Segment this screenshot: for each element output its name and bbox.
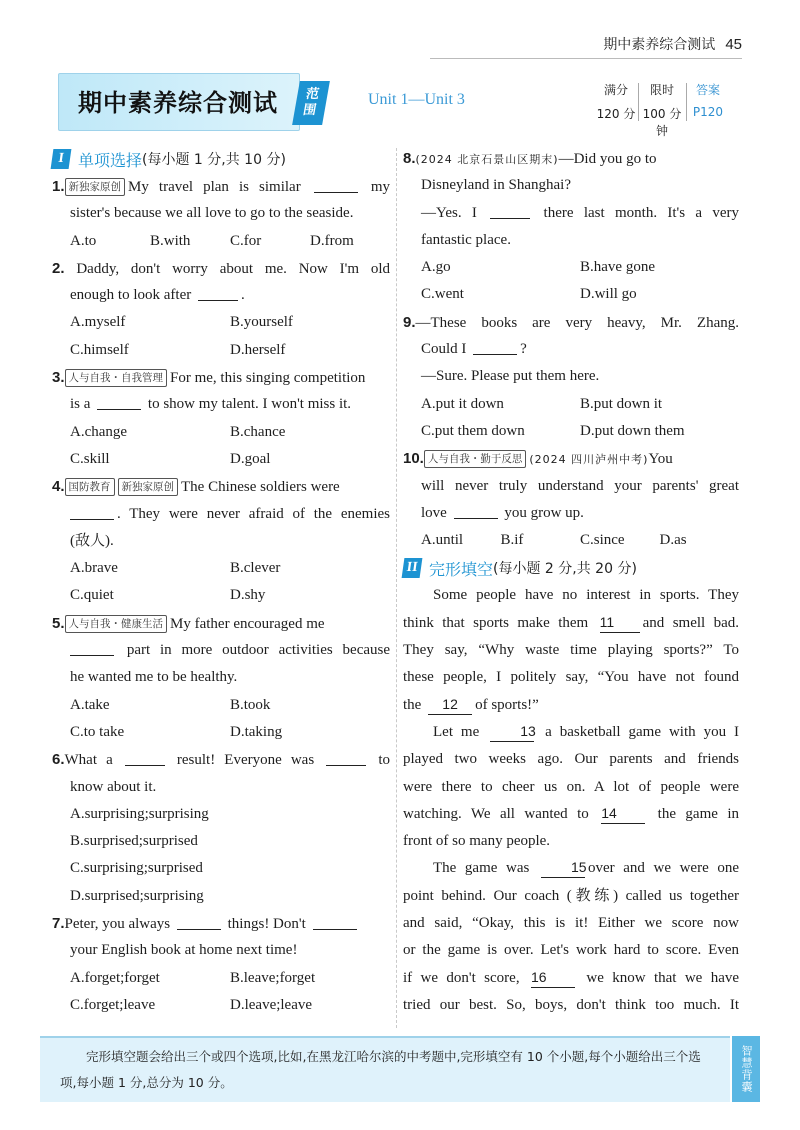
question-number: 8. xyxy=(403,150,416,167)
question-number: 5. xyxy=(52,614,65,632)
option: B.surprised;surprised xyxy=(70,833,198,850)
option: B.clever xyxy=(230,560,281,577)
question-number: 1. xyxy=(52,178,65,195)
question-text: your English book at home next time! xyxy=(70,942,298,959)
section-note: (每小题 1 分,共 10 分) xyxy=(142,152,286,168)
question-text: things! Don't xyxy=(227,916,306,933)
question-text: . xyxy=(240,287,245,304)
running-title: 期中素养综合测试 xyxy=(603,37,716,53)
question-1 xyxy=(52,173,390,255)
question-text: will never truly understand your parents' great xyxy=(421,477,739,494)
answer-blank[interactable] xyxy=(125,750,165,766)
question-10 xyxy=(403,445,739,554)
option: D.as xyxy=(659,532,687,549)
full-marks-value: 120 分 xyxy=(596,107,636,121)
option: A.myself xyxy=(70,314,126,331)
passage-text: The game was xyxy=(433,860,530,877)
option: D.herself xyxy=(230,341,286,358)
header-rule xyxy=(430,58,742,59)
options-row xyxy=(403,254,739,281)
question-9 xyxy=(403,309,739,445)
question-8 xyxy=(403,145,739,309)
option: A.take xyxy=(70,696,110,713)
scope-tag xyxy=(292,81,330,125)
question-text: The Chinese soldiers were xyxy=(181,479,340,496)
option: A.surprising;surprising xyxy=(70,805,209,822)
cloze-blank-12[interactable]: 12 xyxy=(428,695,472,715)
info-separator xyxy=(638,83,639,121)
option: C.quiet xyxy=(70,587,114,604)
section-title: 完形填空 xyxy=(429,559,494,579)
passage-text: watching. We all wanted to xyxy=(403,805,589,822)
question-tag: 人与自我・健康生活 xyxy=(65,615,168,633)
question-text: What a xyxy=(64,752,113,769)
question-number: 3. xyxy=(52,369,65,387)
question-text: ? xyxy=(520,341,527,358)
scope-text: Unit 1—Unit 3 xyxy=(368,91,465,108)
question-number: 10. xyxy=(403,450,424,468)
page-number: 45 xyxy=(725,36,742,53)
option: C.forget;leave xyxy=(70,996,156,1013)
answer-blank[interactable] xyxy=(326,750,366,766)
question-text: Disneyland in Shanghai? xyxy=(421,177,571,194)
option: D.taking xyxy=(230,723,283,740)
question-source: (2024 北京石景山区期末) xyxy=(415,153,559,166)
question-tag: 国防教育 xyxy=(65,478,115,496)
page-title: 期中素养综合测试 xyxy=(78,89,278,117)
question-text: —Yes. I xyxy=(421,204,477,221)
option: D.will go xyxy=(580,286,637,303)
option: A.change xyxy=(70,423,128,440)
passage-text: if we don't score, xyxy=(403,969,520,986)
option: A.until xyxy=(421,532,464,549)
answer-page: P120 xyxy=(692,105,724,119)
right-column xyxy=(403,145,739,1019)
option: D.from xyxy=(310,232,354,249)
cloze-blank-13[interactable]: 13 xyxy=(490,722,534,742)
option: D.surprised;surprising xyxy=(70,887,204,904)
time-value: 100 分钟 xyxy=(642,107,682,138)
option: B.have gone xyxy=(580,259,655,276)
scope-label-2: 围 xyxy=(301,103,318,118)
question-text: you grow up. xyxy=(504,504,584,521)
passage-line: played two weeks ago. Our parents and friends xyxy=(403,751,739,768)
option: A.put it down xyxy=(421,395,504,412)
option: C.skill xyxy=(70,450,110,467)
question-text: —These books are very heavy, Mr. Zhang. xyxy=(415,314,739,331)
question-tag: 新独家原创 xyxy=(118,478,179,496)
passage-text: of sports!” xyxy=(475,696,539,713)
test-info-box xyxy=(594,77,730,138)
question-number: 6. xyxy=(52,751,65,769)
option: B.put down it xyxy=(580,395,663,412)
question-text: sister's because we all love to go to the seaside. xyxy=(70,205,354,222)
question-tag: 新独家原创 xyxy=(65,178,126,196)
options-row xyxy=(52,309,390,336)
title-banner xyxy=(58,73,730,138)
question-4 xyxy=(52,473,390,609)
option: B.leave;forget xyxy=(230,969,316,986)
passage-line: tried our best. So, boys, don't think too much. It xyxy=(403,996,739,1013)
option: C.himself xyxy=(70,341,129,358)
passage-line: and said, “Okay, this is it! Either we score now xyxy=(403,915,739,932)
question-text: enough to look after xyxy=(70,287,192,304)
passage-line: or the game is over. Let's work hard to score. Even xyxy=(403,942,739,959)
option: B.if xyxy=(500,532,524,549)
running-header xyxy=(603,34,742,54)
question-text: You xyxy=(648,451,673,468)
question-text: there last month. It's a very xyxy=(543,204,740,221)
options-row xyxy=(52,228,390,255)
cloze-blank-15[interactable]: 15 xyxy=(541,858,585,878)
question-number: 2. xyxy=(52,259,65,277)
section-number: I xyxy=(51,149,72,169)
options-row xyxy=(52,965,390,992)
answer-blank[interactable] xyxy=(97,394,141,410)
option: A.go xyxy=(421,259,451,276)
option: C.went xyxy=(421,286,464,303)
cloze-blank-11[interactable]: 11 xyxy=(600,613,640,633)
option: C.for xyxy=(230,232,262,249)
answer-blank[interactable] xyxy=(454,503,498,519)
question-text: Could I xyxy=(421,341,467,358)
question-text: fantastic place. xyxy=(421,231,511,248)
question-text: my xyxy=(370,179,391,195)
passage-line: these people, I politely say, “You have not found xyxy=(403,669,739,686)
passage-line: point behind. Our coach (教练) called us together xyxy=(403,887,739,904)
answer-blank[interactable] xyxy=(314,177,358,193)
options-row xyxy=(52,692,390,719)
cloze-passage xyxy=(403,582,739,1019)
passage-text: and smell bad. xyxy=(642,614,739,631)
option: A.to xyxy=(70,232,97,249)
section-note: (每小题 2 分,共 20 分) xyxy=(493,561,637,578)
question-text: know about it. xyxy=(70,778,157,795)
tip-box xyxy=(40,1036,730,1102)
column-divider xyxy=(396,148,397,1028)
question-text: Daddy, don't worry about me. Now I'm old xyxy=(76,260,391,277)
cloze-blank-16[interactable]: 16 xyxy=(531,968,575,988)
option: A.forget;forget xyxy=(70,969,160,986)
passage-line: They say, “Why waste time playing sports?” To xyxy=(403,642,739,659)
question-text: result! Everyone was xyxy=(176,752,315,769)
section-heading-1 xyxy=(52,145,390,173)
question-text: My travel plan is similar xyxy=(128,179,301,195)
option: B.chance xyxy=(230,423,286,440)
options-row xyxy=(52,555,390,582)
passage-text: a basketball game with you I xyxy=(545,723,740,740)
options-row xyxy=(52,419,390,446)
option: C.to take xyxy=(70,723,125,740)
question-number: 7. xyxy=(52,915,65,933)
answer-blank[interactable] xyxy=(177,914,221,930)
options-row xyxy=(403,418,739,445)
passage-text: the xyxy=(403,696,422,713)
passage-text: we know that we have xyxy=(586,969,740,986)
option: C.put them down xyxy=(421,422,525,439)
passage-line: Some people have no interest in sports. They xyxy=(433,587,739,604)
answer-blank[interactable] xyxy=(70,504,114,520)
question-text: to xyxy=(378,752,390,769)
tip-side-label: 智慧背囊 xyxy=(732,1036,760,1102)
tip-text: 完形填空题会给出三个或四个选项,比如,在黑龙江哈尔滨的中考题中,完形填空有 10 个小题,每个小题给出三个选项,每小题 1 分,总分为 10 分。 xyxy=(60,1049,701,1090)
answer-blank[interactable] xyxy=(473,339,517,355)
option: B.yourself xyxy=(230,314,293,331)
question-text: he wanted me to be healthy. xyxy=(70,669,238,686)
options-row xyxy=(52,337,390,364)
cloze-blank-14[interactable]: 14 xyxy=(601,804,645,824)
passage-text: Let me xyxy=(433,723,480,740)
option: D.goal xyxy=(230,450,271,467)
option: B.took xyxy=(230,696,271,713)
scope-label-1: 范 xyxy=(304,87,321,102)
option: D.put down them xyxy=(580,422,685,439)
question-number: 4. xyxy=(52,478,65,496)
options-row xyxy=(52,992,390,1019)
options-row xyxy=(52,446,390,473)
question-text: For me, this singing competition xyxy=(170,370,366,387)
question-text: part in more outdoor activities because xyxy=(126,642,391,659)
passage-line: front of so many people. xyxy=(403,833,551,850)
option: D.shy xyxy=(230,587,266,604)
option: C.since xyxy=(580,532,625,549)
options-row xyxy=(403,281,739,308)
answer-blank[interactable] xyxy=(70,640,114,656)
question-2 xyxy=(52,255,390,364)
answer-label: 答案 xyxy=(695,83,720,97)
question-source: (2024 四川泸州中考) xyxy=(529,453,649,467)
question-6 xyxy=(52,746,390,910)
answer-blank[interactable] xyxy=(490,203,530,219)
question-text: . They were never afraid of the enemies xyxy=(117,505,390,522)
passage-line: were there to cheer us on. A lot of people were xyxy=(403,778,739,795)
passage-text: think that sports make them xyxy=(403,614,589,631)
question-text: —Did you go to xyxy=(558,151,657,167)
question-text: Peter, you always xyxy=(64,916,171,933)
options-row xyxy=(403,527,739,554)
section-title: 单项选择 xyxy=(78,150,143,170)
full-marks-label: 满分 xyxy=(603,83,628,97)
question-3 xyxy=(52,364,390,473)
option: C.surprising;surprised xyxy=(70,860,203,877)
question-tag: 人与自我・勤于反思 xyxy=(424,450,527,468)
question-text: is a xyxy=(70,396,91,413)
question-text: My father encouraged me xyxy=(170,615,325,632)
left-column xyxy=(52,145,390,1019)
section-heading-2 xyxy=(403,554,739,582)
section-number: II xyxy=(402,558,423,578)
options-row xyxy=(52,582,390,609)
option: A.brave xyxy=(70,560,118,577)
question-5 xyxy=(52,610,390,746)
question-7 xyxy=(52,910,390,1019)
question-text: —Sure. Please put them here. xyxy=(421,368,600,385)
question-text: (敌人). xyxy=(70,532,114,549)
passage-text: the game in xyxy=(657,805,739,822)
answer-blank[interactable] xyxy=(198,285,238,301)
passage-text: over and we were one xyxy=(587,860,739,877)
options-row xyxy=(403,391,739,418)
time-label: 限时 xyxy=(649,83,674,97)
question-number: 9. xyxy=(403,313,416,331)
question-text: love xyxy=(421,504,447,521)
answer-blank[interactable] xyxy=(313,914,357,930)
question-text: to show my talent. I won't miss it. xyxy=(147,396,352,413)
options-row xyxy=(52,719,390,746)
question-tag: 人与自我・自我管理 xyxy=(65,369,168,387)
option: D.leave;leave xyxy=(230,996,313,1013)
option: B.with xyxy=(150,232,191,249)
